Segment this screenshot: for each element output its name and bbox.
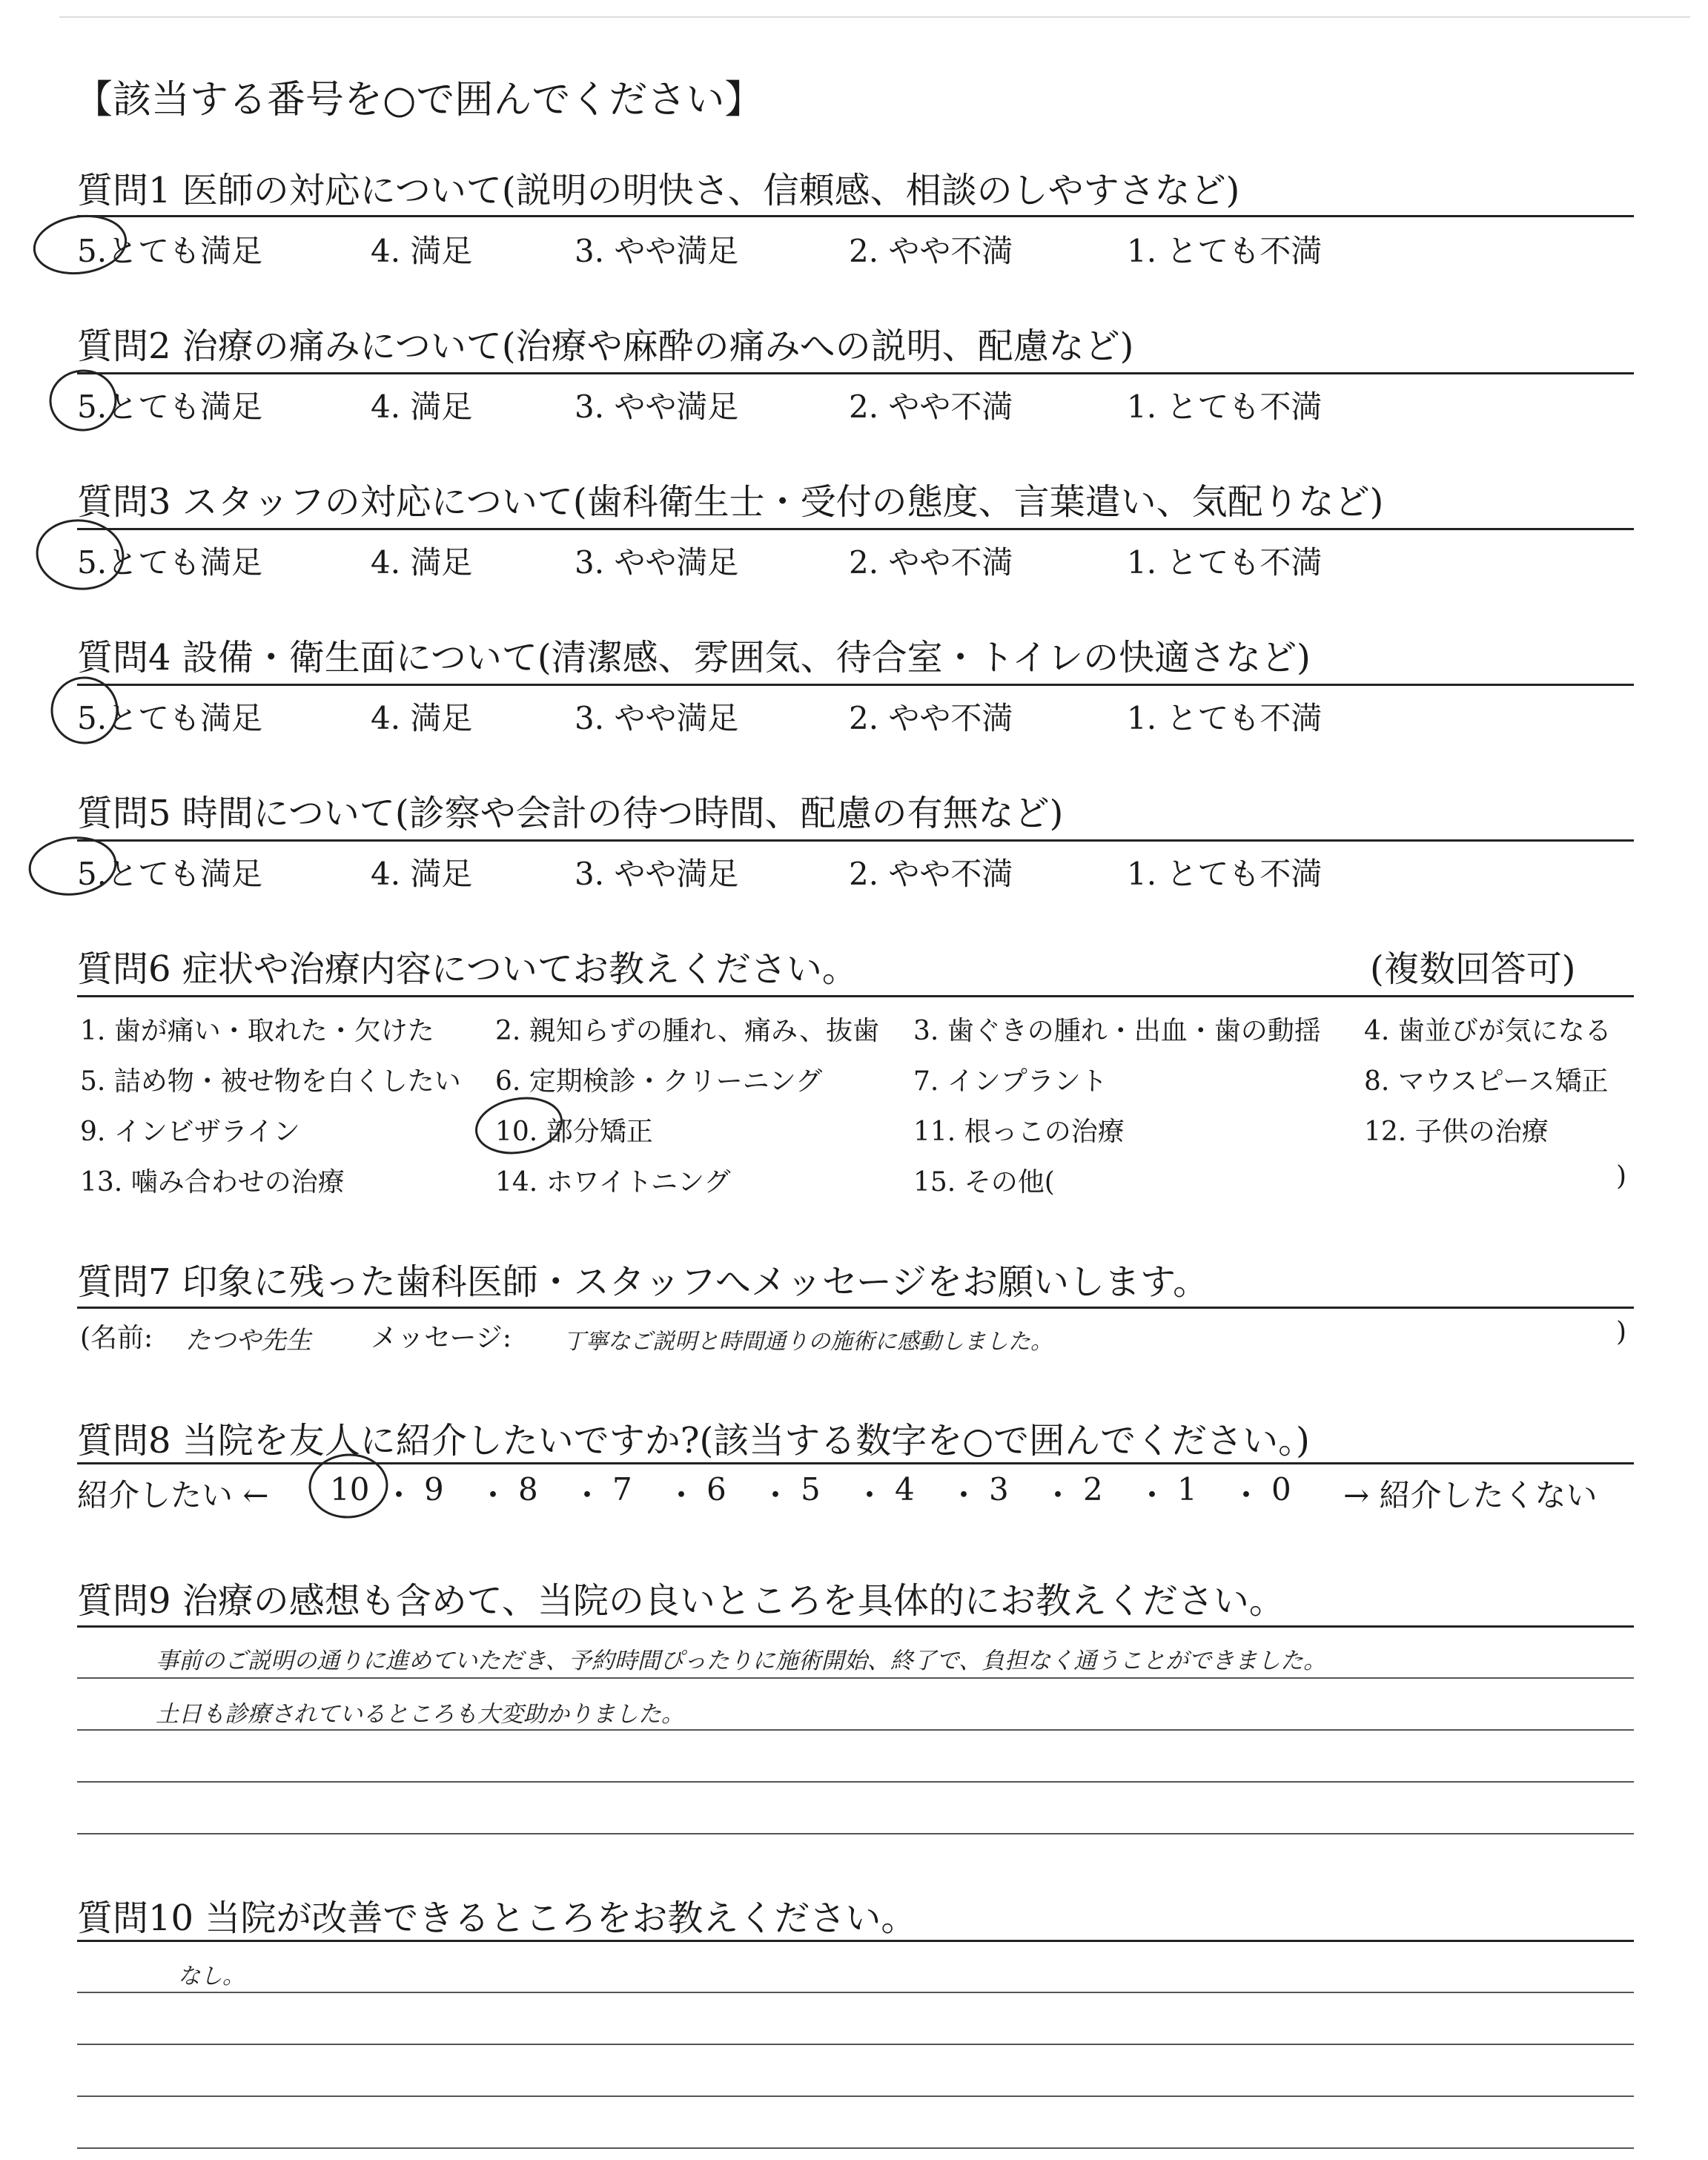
scale-value-3[interactable]: 3 (989, 1471, 1009, 1507)
circle-mark (34, 516, 127, 593)
question-title: 質問7 印象に残った歯科医師・スタッフへメッセージをお願いします。 (77, 1261, 1209, 1303)
rating-option-1[interactable]: 1. とても不満 (1127, 856, 1323, 892)
question-title: 質問5 時間について(診察や会計の待つ時間、配慮の有無など) (77, 793, 1064, 834)
question-title: 質問6 症状や治療内容についてお教えください。 (77, 948, 858, 990)
scale-value-0[interactable]: 0 (1271, 1471, 1291, 1507)
scale-value-6[interactable]: 6 (706, 1471, 726, 1507)
answer-handwritten[interactable]: なし。 (178, 1964, 245, 1989)
symptom-option[interactable]: 5. 詰め物・被せ物を白くしたい (80, 1066, 461, 1097)
question-title: 質問3 スタッフの対応について(歯科衛生士・受付の態度、言葉遣い、気配りなど) (77, 481, 1384, 523)
question-title: 質問9 治療の感想も含めて、当院の良いところを具体的にお教えください。 (77, 1580, 1285, 1622)
symptom-option[interactable]: 8. マウスピース矯正 (1364, 1066, 1609, 1097)
scale-value-4[interactable]: 4 (895, 1471, 915, 1507)
scale-separator-dot: ・ (666, 1477, 698, 1513)
scale-separator-dot: ・ (948, 1477, 980, 1513)
rating-option-1[interactable]: 1. とても不満 (1127, 233, 1323, 269)
rating-option-2[interactable]: 2. やや不満 (849, 233, 1013, 269)
symptom-option[interactable]: 1. 歯が痛い・取れた・欠けた (80, 1016, 434, 1046)
circle-mark (48, 369, 117, 432)
question-title: 質問1 医師の対応について(説明の明快さ、信頼感、相談のしやすさなど) (77, 170, 1240, 211)
name-label: (名前: (80, 1323, 153, 1353)
message-handwritten[interactable]: 丁寧なご説明と時間通りの施術に感動しました。 (563, 1329, 1053, 1355)
rating-option-3[interactable]: 3. やや満足 (575, 544, 739, 581)
symptom-option[interactable]: 7. インプラント (913, 1066, 1108, 1097)
scale-value-10[interactable]: 10 (330, 1471, 370, 1507)
rating-option-5[interactable]: 5.とても満足 (77, 233, 263, 269)
symptom-option-other[interactable]: 15. その他( (913, 1167, 1055, 1198)
scale-value-5[interactable]: 5 (801, 1471, 821, 1507)
multiple-answer-note: (複数回答可) (1370, 948, 1576, 990)
circle-mark (30, 211, 129, 280)
symptom-option[interactable]: 9. インビザライン (80, 1117, 300, 1147)
question-title: 質問10 当院が改善できるところをお教えください。 (77, 1898, 917, 1939)
rating-option-3[interactable]: 3. やや満足 (575, 389, 739, 425)
scale-separator-dot: ・ (1136, 1477, 1168, 1513)
rating-option-1[interactable]: 1. とても不満 (1127, 700, 1323, 736)
scale-separator-dot: ・ (477, 1477, 509, 1513)
circle-mark (27, 833, 118, 899)
circle-mark (472, 1091, 566, 1159)
scale-separator-dot: ・ (1231, 1477, 1262, 1513)
recommend-left-label: 紹介したい ← (77, 1477, 269, 1513)
answer-handwritten[interactable]: 事前のご説明の通りに進めていただき、予約時間ぴったりに施術開始、終了で、負担なく通うことができました。 (156, 1648, 1327, 1674)
rating-option-3[interactable]: 3. やや満足 (575, 856, 739, 892)
question-title: 質問2 治療の痛みについて(治療や麻酔の痛みへの説明、配慮など) (77, 326, 1134, 367)
message-label: メッセージ: (371, 1323, 512, 1353)
message-close-paren: ) (1616, 1317, 1627, 1347)
answer-handwritten[interactable]: 土日も診療されているところも大変助かりました。 (156, 1701, 684, 1728)
scale-value-8[interactable]: 8 (518, 1471, 538, 1507)
scale-separator-dot: ・ (572, 1477, 603, 1513)
rating-option-1[interactable]: 1. とても不満 (1127, 389, 1323, 425)
rating-option-5[interactable]: 5.とても満足 (77, 856, 263, 892)
scale-value-9[interactable]: 9 (424, 1471, 444, 1507)
symptom-option[interactable]: 2. 親知らずの腫れ、痛み、抜歯 (495, 1016, 880, 1046)
symptom-option[interactable]: 4. 歯並びが気になる (1364, 1016, 1612, 1046)
rating-option-4[interactable]: 4. 満足 (371, 544, 473, 581)
name-handwritten[interactable]: たつや先生 (185, 1326, 311, 1355)
rating-option-1[interactable]: 1. とても不満 (1127, 544, 1323, 581)
scale-value-1[interactable]: 1 (1177, 1471, 1197, 1507)
rating-option-2[interactable]: 2. やや不満 (849, 856, 1013, 892)
recommend-right-label: → 紹介したくない (1343, 1477, 1598, 1513)
scale-separator-dot: ・ (383, 1477, 415, 1513)
symptom-option[interactable]: 11. 根っこの治療 (913, 1117, 1125, 1147)
rating-option-4[interactable]: 4. 満足 (371, 700, 473, 736)
scale-separator-dot: ・ (760, 1477, 792, 1513)
rating-option-3[interactable]: 3. やや満足 (575, 233, 739, 269)
rating-option-2[interactable]: 2. やや不満 (849, 700, 1013, 736)
rating-option-4[interactable]: 4. 満足 (371, 389, 473, 425)
rating-option-2[interactable]: 2. やや不満 (849, 544, 1013, 581)
scale-separator-dot: ・ (1042, 1477, 1074, 1513)
symptom-option[interactable]: 10. 部分矯正 (495, 1117, 653, 1147)
rating-option-5[interactable]: 5.とても満足 (77, 544, 263, 581)
symptom-option[interactable]: 12. 子供の治療 (1364, 1117, 1549, 1147)
symptom-option[interactable]: 14. ホワイトニング (495, 1167, 731, 1198)
rating-option-3[interactable]: 3. やや満足 (575, 700, 739, 736)
rating-option-4[interactable]: 4. 満足 (371, 233, 473, 269)
circle-mark (308, 1452, 389, 1519)
rating-option-4[interactable]: 4. 満足 (371, 856, 473, 892)
circle-mark (52, 678, 117, 743)
rating-option-5[interactable]: 5.とても満足 (77, 389, 263, 425)
rating-option-2[interactable]: 2. やや不満 (849, 389, 1013, 425)
symptom-option[interactable]: 6. 定期検診・クリーニング (495, 1066, 823, 1097)
scale-value-7[interactable]: 7 (612, 1471, 632, 1507)
rating-option-5[interactable]: 5.とても満足 (77, 700, 263, 736)
symptom-option[interactable]: 13. 噛み合わせの治療 (80, 1167, 345, 1198)
other-close-paren: ) (1616, 1161, 1627, 1192)
scale-value-2[interactable]: 2 (1083, 1471, 1103, 1507)
scale-separator-dot: ・ (854, 1477, 886, 1513)
question-title: 質問8 当院を友人に紹介したいですか?(該当する数字を○で囲んでください。) (77, 1420, 1310, 1462)
symptom-option[interactable]: 3. 歯ぐきの腫れ・出血・歯の動揺 (913, 1016, 1321, 1046)
question-title: 質問4 設備・衛生面について(清潔感、雰囲気、待合室・トイレの快適さなど) (77, 637, 1311, 678)
form-header: 【該当する番号を○で囲んでください】 (74, 78, 764, 122)
